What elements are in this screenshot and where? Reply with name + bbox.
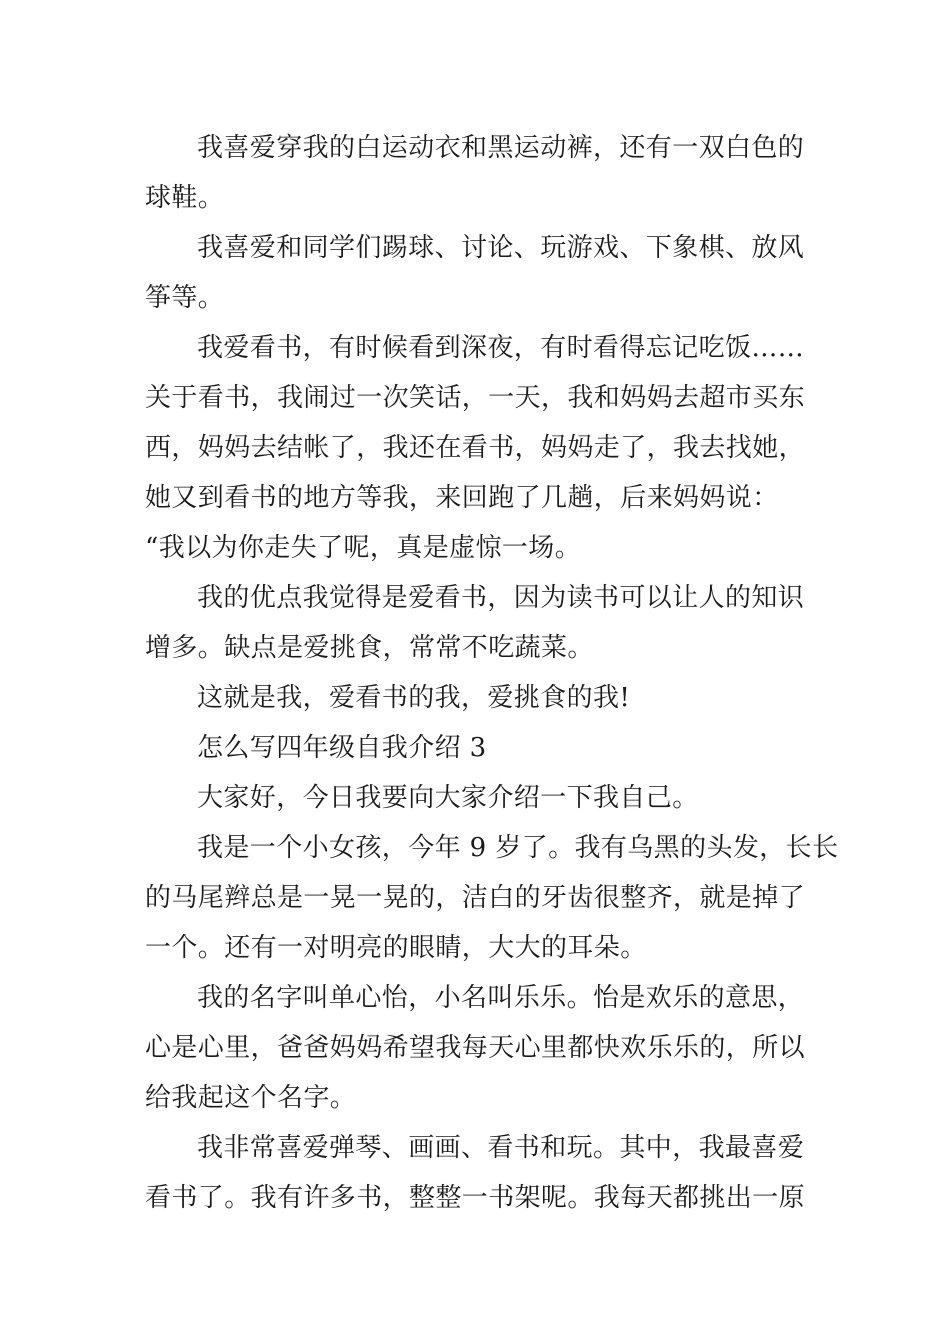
text-line: “我以为你走失了呢，真是虚惊一场。 [145, 533, 582, 563]
section-heading: 怎么写四年级自我介绍 3 [197, 733, 487, 763]
text-line: 增多。缺点是爱挑食，常常不吃蔬菜。 [145, 633, 594, 663]
text-line: 我喜爱和同学们踢球、讨论、玩游戏、下象棋、放风 [197, 233, 805, 263]
text-line: 我喜爱穿我的白运动衣和黑运动裤，还有一双白色的 [197, 133, 805, 163]
text-line: 我非常喜爱弹琴、画画、看书和玩。其中，我最喜爱 [197, 1133, 805, 1163]
text-line: 看书了。我有许多书，整整一书架呢。我每天都挑出一原 [145, 1183, 806, 1213]
text-line: 心是心里，爸爸妈妈希望我每天心里都快欢乐乐的，所以 [145, 1033, 806, 1063]
text-line: 我爱看书，有时候看到深夜，有时看得忘记吃饭…… [197, 333, 805, 363]
text-line: 西，妈妈去结帐了，我还在看书，妈妈走了，我去找她， [145, 433, 806, 463]
text-line: 我的优点我觉得是爱看书，因为读书可以让人的知识 [197, 583, 805, 613]
text-line: 一个。还有一对明亮的眼睛，大大的耳朵。 [145, 933, 647, 963]
text-line: 她又到看书的地方等我，来回跑了几趟，后来妈妈说： [145, 483, 779, 513]
text-line: 我的名字叫单心怡，小名叫乐乐。怡是欢乐的意思， [197, 983, 805, 1013]
text-line: 关于看书，我闹过一次笑话，一天，我和妈妈去超市买东 [145, 383, 806, 413]
text-line: 给我起这个名字。 [145, 1083, 357, 1113]
text-line: 这就是我，爱看书的我，爱挑食的我! [197, 683, 631, 713]
text-line: 我是一个小女孩，今年 9 岁了。我有乌黑的头发，长长 [197, 833, 839, 863]
text-line: 的马尾辫总是一晃一晃的，洁白的牙齿很整齐，就是掉了 [145, 883, 806, 913]
text-line: 球鞋。 [145, 183, 225, 213]
text-line: 筝等。 [145, 283, 225, 313]
text-line: 大家好，今日我要向大家介绍一下我自己。 [197, 783, 699, 813]
